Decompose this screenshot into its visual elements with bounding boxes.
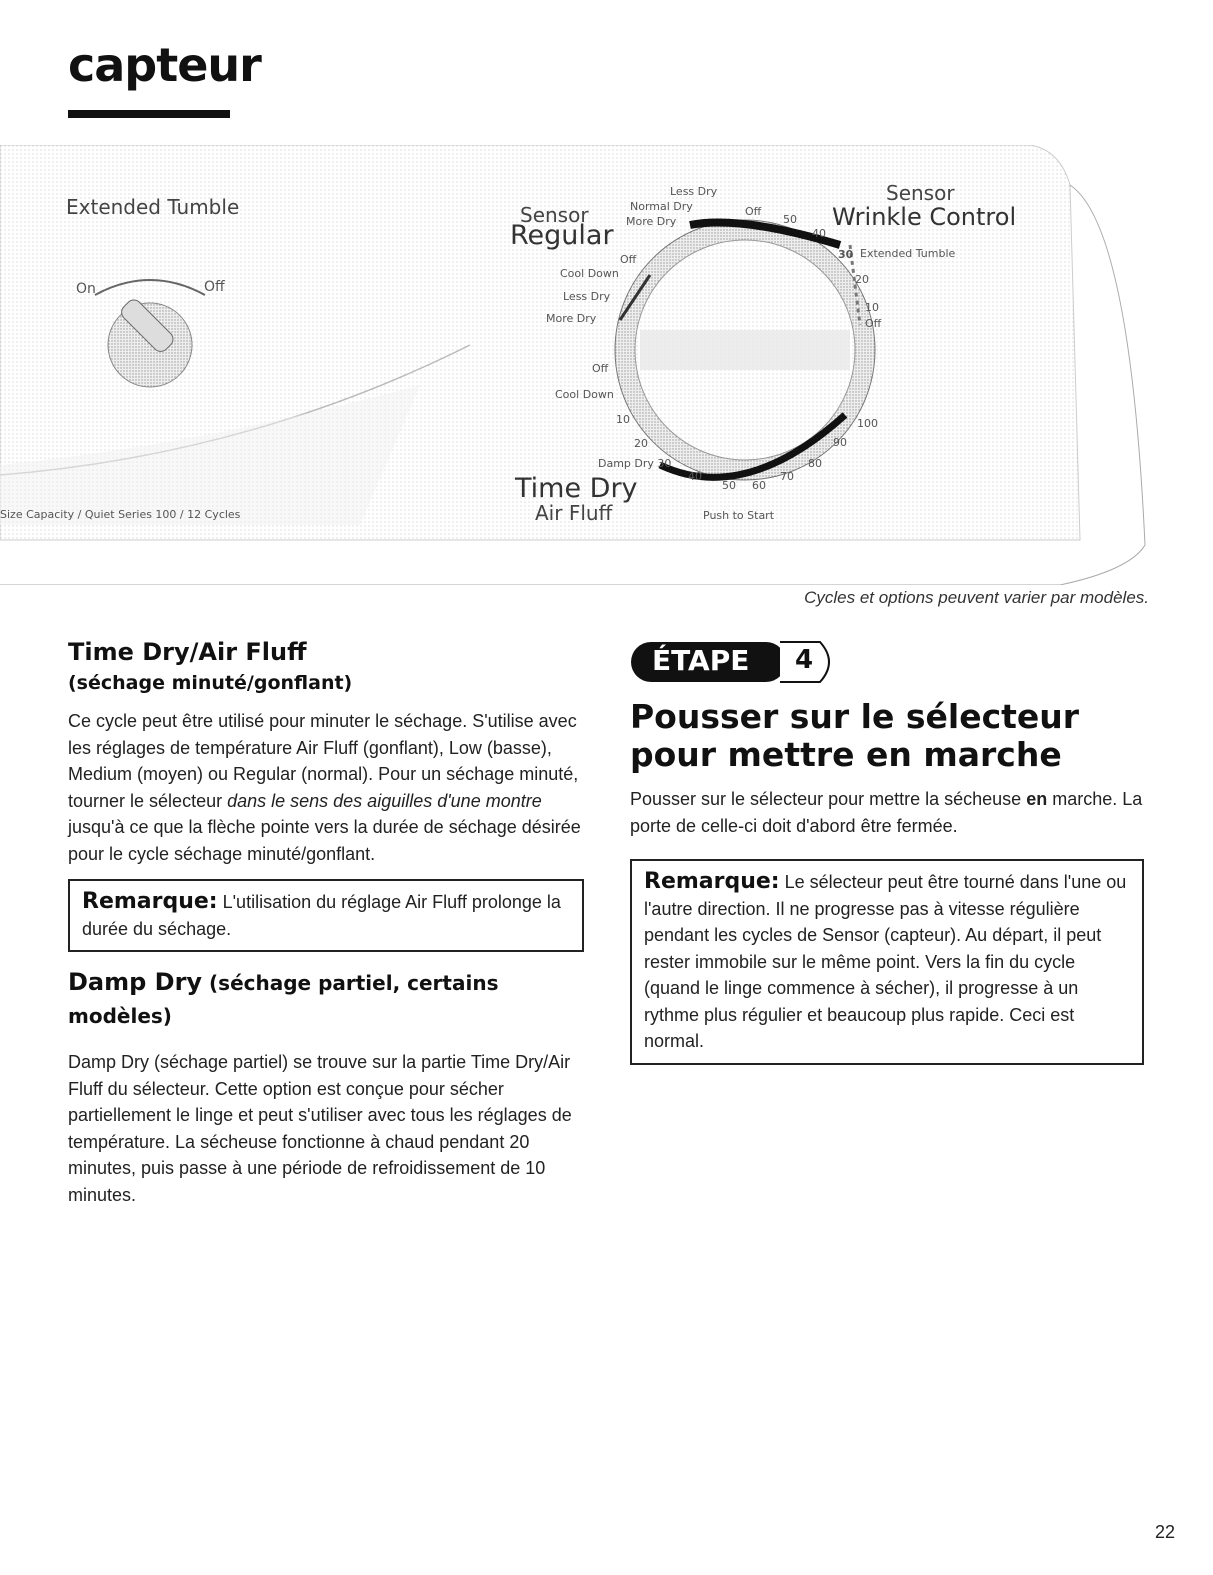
dial-damp-dry-30: Damp Dry 30 [598, 457, 672, 470]
note-box-left [68, 879, 584, 952]
step-paragraph-b: marche. La porte de celle-ci doit d'abord être fermée. [630, 789, 1143, 836]
dial-cool-down2: Cool Down [555, 388, 614, 401]
dial-40-bottom: 40 [688, 470, 702, 483]
paragraph-damp-dry: Damp Dry (séchage partiel) se trouve sur la partie Time Dry/Air Fluff du sélecteur. Cette option est conçue pour sécher partiellement le linge et peut s'utiliser avec tous les réglages de température. La sécheuse fonctionne à chaud pendant 20 minutes, puis passe à une période de refroidissement de 10 minutes. [68, 1052, 572, 1205]
dial-normal-dry: Normal Dry [630, 200, 693, 213]
push-to-start-label: Push to Start [703, 509, 775, 522]
dial-20-left: 20 [634, 437, 648, 450]
dial-10-left: 10 [616, 413, 630, 426]
on-label: On [76, 281, 96, 297]
dial-10-right: 10 [865, 301, 879, 314]
off-label: Off [204, 279, 225, 295]
page-number: 22 [1154, 1522, 1175, 1542]
step-paragraph-a: Pousser sur le sélecteur pour mettre la sécheuse [630, 789, 1027, 809]
left-column [68, 638, 588, 1208]
section-heading-damp-dry [68, 966, 588, 1033]
dial-50-bottom: 50 [722, 479, 736, 492]
etape-number: 4 [795, 645, 814, 675]
title-underline [68, 110, 230, 118]
sensor-wrinkle-bottom: Wrinkle Control [832, 203, 1017, 231]
dial-cool-down1: Cool Down [560, 267, 619, 280]
note-label-left: Remarque: [82, 889, 218, 914]
paragraph-time-dry-a: Ce cycle peut être utilisé pour minuter le séchage. S'utilise avec les réglages de température Air Fluff (gonflant), Low (basse), Medium (moyen) ou Regular (normal). Pour un séchage minuté, tourner le sélecteur [68, 711, 579, 811]
note-label-right: Remarque: [644, 869, 780, 894]
dial-extended-tumble: Extended Tumble [860, 247, 956, 260]
dial-off-top: Off [745, 205, 762, 218]
dial-more-dry-top: More Dry [626, 215, 677, 228]
right-column [630, 698, 1150, 1065]
section-heading-time-dry: Time Dry/Air Fluff [68, 638, 307, 666]
control-panel-illustration [0, 145, 1213, 585]
air-fluff-label: Air Fluff [535, 501, 613, 525]
dial-70: 70 [780, 470, 794, 483]
dial-off-right: Off [865, 317, 882, 330]
time-dry-label: Time Dry [515, 473, 638, 504]
dial-20-right: 20 [855, 273, 869, 286]
dial-more-dry-left: More Dry [546, 312, 597, 325]
dial-80: 80 [808, 457, 822, 470]
step-heading: Pousser sur le sélecteur pour mettre en marche [630, 697, 1080, 774]
sensor-wrinkle-top: Sensor [886, 181, 955, 205]
dial-60: 60 [752, 479, 766, 492]
dial-30: 30 [838, 248, 854, 261]
note-text-right: Le sélecteur peut être tourné dans l'une ou l'autre direction. Il ne progresse pas à vitesse régulière pendant les cycles de Sensor (capteur). Au départ, il peut rester immobile sur le même point. Vers la fin du cycle (quand le linge commence à sécher), il progresse à un rythme plus régulier et beaucoup plus rapide. Ceci est normal. [644, 872, 1127, 1051]
dial-less-dry-top: Less Dry [670, 185, 718, 198]
dial-40-top: 40 [812, 227, 826, 240]
paragraph-time-dry-emphasis: dans le sens des aiguilles d'une montre [227, 790, 542, 811]
dial-off-left2: Off [592, 362, 609, 375]
series-label: Size Capacity / Quiet Series 100 / 12 Cycles [0, 508, 241, 521]
dial-90: 90 [833, 436, 847, 449]
figure-caption: Cycles et options peuvent varier par modèles. [804, 588, 1149, 607]
dial-50-top: 50 [783, 213, 797, 226]
paragraph-time-dry [68, 708, 588, 867]
dial-100: 100 [857, 417, 878, 430]
section-subheading: (séchage minuté/gonflant) [68, 672, 353, 694]
step-paragraph [630, 786, 1150, 839]
damp-dry-heading-a: Damp Dry [68, 968, 203, 996]
note-box-right [630, 859, 1144, 1065]
extended-tumble-label: Extended Tumble [66, 195, 240, 219]
etape-badge [630, 640, 840, 684]
paragraph-time-dry-b: jusqu'à ce que la flèche pointe vers la durée de séchage désirée pour le cycle séchage minuté/gonflant. [68, 817, 581, 864]
dial-off-left1: Off [620, 253, 637, 266]
damp-dry-heading-b: (séchage partiel, certains modèles) [68, 971, 499, 1028]
sensor-regular-bottom: Regular [510, 220, 614, 251]
etape-label: ÉTAPE [652, 644, 750, 677]
dial-less-dry-left: Less Dry [563, 290, 611, 303]
step-paragraph-bold: en [1026, 789, 1048, 809]
page-title: capteur [68, 38, 261, 92]
sensor-regular-top: Sensor [520, 203, 589, 227]
note-text-left: L'utilisation du réglage Air Fluff prolonge la durée du séchage. [82, 892, 561, 939]
